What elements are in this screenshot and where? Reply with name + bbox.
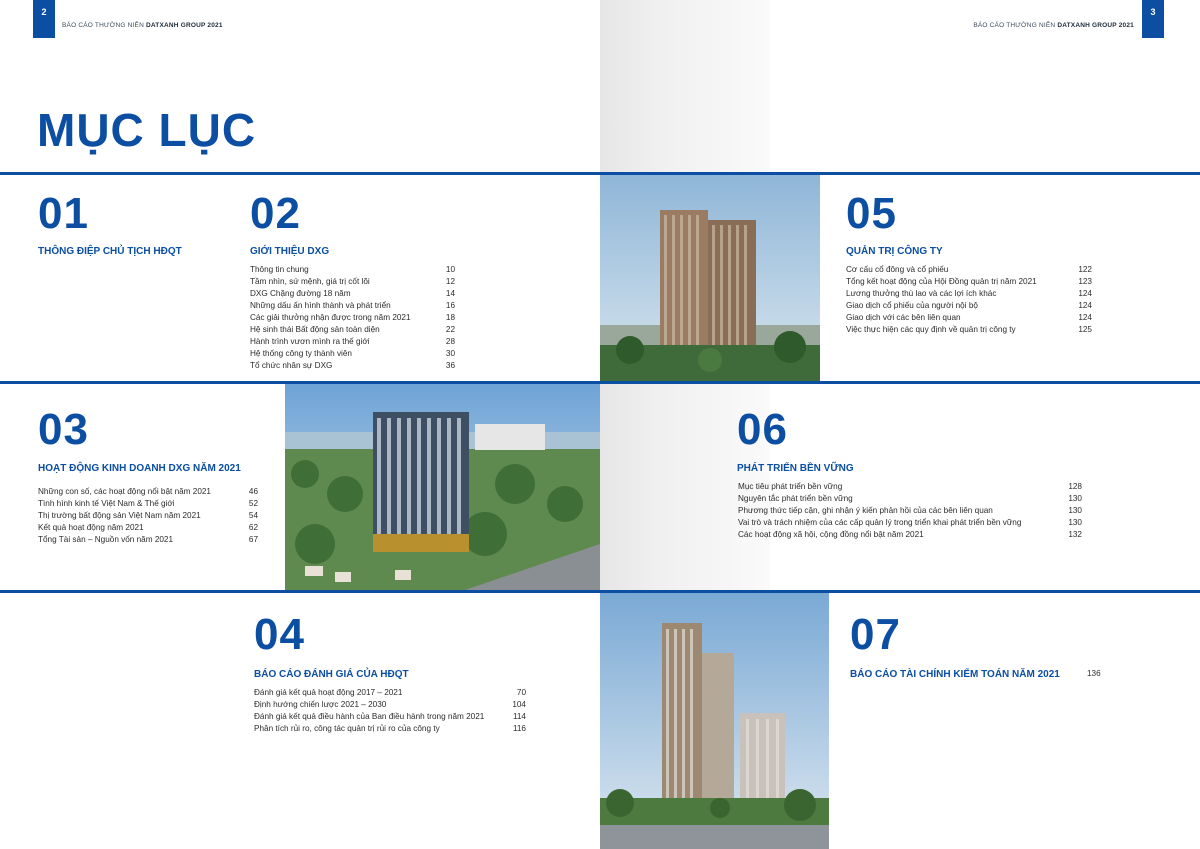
toc-item[interactable]: Tổng Tài sản – Nguồn vốn năm 2021 67 [38, 535, 258, 544]
toc-list-04 [254, 687, 526, 735]
toc-item[interactable]: Những dấu ấn hình thành và phát triển 16 [250, 301, 455, 310]
toc-item[interactable]: Hệ thống công ty thành viên 30 [250, 349, 455, 358]
toc-item[interactable]: Cơ cấu cổ đông và cổ phiếu 122 [846, 265, 1092, 274]
building-photo-1 [600, 175, 820, 381]
page-number-left: 2 [33, 0, 55, 38]
building-photo-2 [285, 384, 600, 590]
page-title: MỤC LỤC [37, 104, 257, 156]
toc-item[interactable]: Những con số, các hoạt động nổi bật năm 2021 46 [38, 487, 258, 496]
toc-item[interactable]: Tình hình kinh tế Việt Nam & Thế giới 52 [38, 499, 258, 508]
toc-item[interactable]: DXG Chặng đường 18 năm 14 [250, 289, 455, 298]
toc-item[interactable]: Giao dịch với các bên liên quan 124 [846, 313, 1092, 322]
toc-item[interactable]: Nguyên tắc phát triển bền vững 130 [738, 494, 1082, 503]
toc-item[interactable]: Tổng kết hoạt động của Hội Đồng quản trị năm 2021 123 [846, 277, 1092, 286]
toc-item[interactable]: Phân tích rủi ro, công tác quản trị rủi ro của công ty 116 [254, 724, 526, 733]
toc-list-06 [738, 481, 1082, 541]
divider-2 [0, 381, 1200, 384]
building-photo-3 [600, 593, 829, 849]
toc-list-05 [846, 264, 1092, 336]
running-header-left: BÁO CÁO THƯỜNG NIÊN DATXANH GROUP 2021 [62, 22, 223, 29]
toc-item[interactable]: Kết quả hoạt động năm 2021 62 [38, 523, 258, 532]
toc-item[interactable]: Lương thưởng thù lao và các lợi ích khác 124 [846, 289, 1092, 298]
section-title-01[interactable]: THÔNG ĐIỆP CHỦ TỊCH HĐQT [38, 246, 182, 257]
toc-item[interactable]: Vai trò và trách nhiệm của các cấp quản lý trong triển khai phát triển bền vững 130 [738, 518, 1082, 527]
page-number-right: 3 [1142, 0, 1164, 38]
toc-item[interactable]: Đánh giá kết quả hoạt động 2017 – 2021 70 [254, 688, 526, 697]
section-number-07: 07 [850, 610, 901, 659]
section-title-07[interactable]: BÁO CÁO TÀI CHÍNH KIỂM TOÁN NĂM 2021 [850, 669, 1060, 680]
section-page-07: 136 [1087, 669, 1101, 678]
toc-item[interactable]: Các giải thưởng nhận được trong năm 2021 18 [250, 313, 455, 322]
toc-item[interactable]: Các hoạt động xã hội, cộng đồng nổi bật năm 2021 132 [738, 530, 1082, 539]
section-number-05: 05 [846, 189, 897, 238]
section-title-05[interactable]: QUẢN TRỊ CÔNG TY [846, 246, 943, 257]
running-header-right: BÁO CÁO THƯỜNG NIÊN DATXANH GROUP 2021 [973, 22, 1134, 29]
toc-item[interactable]: Tầm nhìn, sứ mệnh, giá trị cốt lõi 12 [250, 277, 455, 286]
toc-item[interactable]: Định hướng chiến lược 2021 – 2030 104 [254, 700, 526, 709]
section-title-03[interactable]: HOẠT ĐỘNG KINH DOANH DXG NĂM 2021 [38, 463, 241, 474]
toc-item[interactable]: Tổ chức nhân sự DXG 36 [250, 361, 455, 370]
toc-item[interactable]: Giao dịch cổ phiếu của người nội bộ 124 [846, 301, 1092, 310]
section-number-02: 02 [250, 189, 301, 238]
section-number-01: 01 [38, 189, 89, 238]
section-title-02[interactable]: GIỚI THIỆU DXG [250, 246, 330, 257]
toc-item[interactable]: Phương thức tiếp cận, ghi nhận ý kiến phản hồi của các bên liên quan 130 [738, 506, 1082, 515]
toc-list-02 [250, 264, 455, 372]
toc-item[interactable]: Thị trường bất động sản Việt Nam năm 2021 54 [38, 511, 258, 520]
toc-item[interactable]: Hành trình vươn mình ra thế giới 28 [250, 337, 455, 346]
toc-item[interactable]: Hệ sinh thái Bất động sản toàn diện 22 [250, 325, 455, 334]
toc-item[interactable]: Việc thực hiện các quy định về quản trị công ty 125 [846, 325, 1092, 334]
toc-item[interactable]: Thông tin chung 10 [250, 265, 455, 274]
toc-item[interactable]: Mục tiêu phát triển bền vững 128 [738, 482, 1082, 491]
section-number-06: 06 [737, 405, 788, 454]
toc-list-03 [38, 486, 258, 546]
toc-item[interactable]: Đánh giá kết quả điều hành của Ban điều hành trong năm 2021 114 [254, 712, 526, 721]
section-title-06[interactable]: PHÁT TRIỂN BỀN VỮNG [737, 463, 854, 474]
section-number-04: 04 [254, 610, 305, 659]
section-title-04[interactable]: BÁO CÁO ĐÁNH GIÁ CỦA HĐQT [254, 669, 409, 680]
section-number-03: 03 [38, 405, 89, 454]
